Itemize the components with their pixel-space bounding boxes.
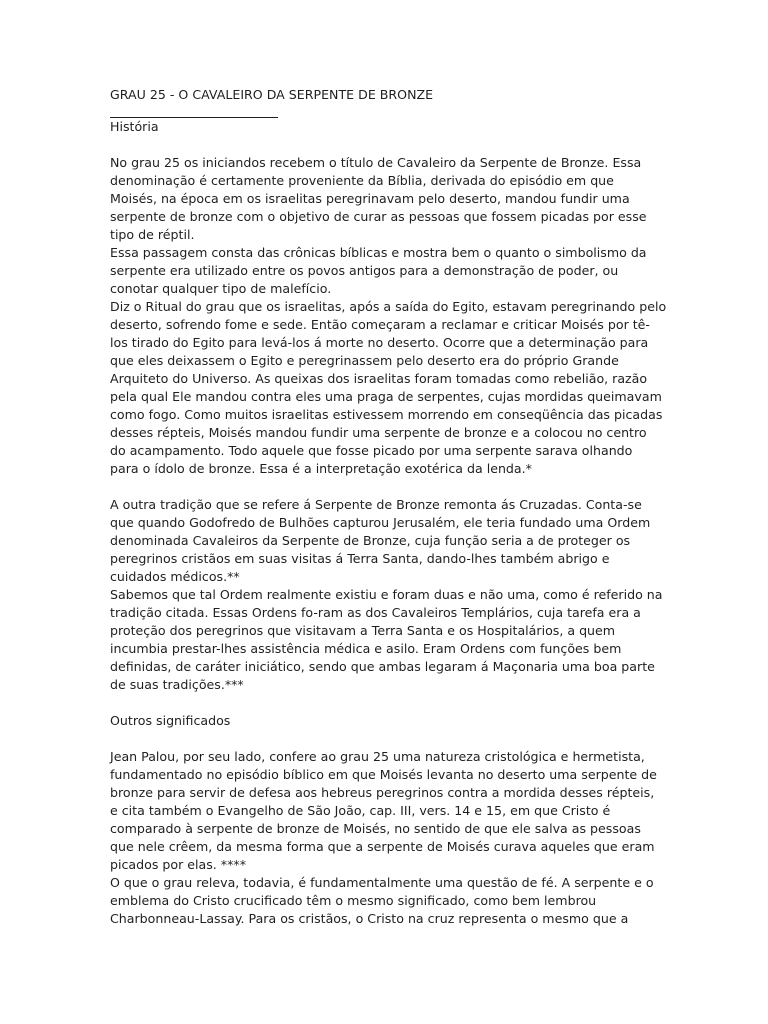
text-line: tradição citada. Essas Ordens fo-ram as dos Cavaleiros Templários, cuja tarefa era a [110,605,641,620]
document-title: GRAU 25 - O CAVALEIRO DA SERPENTE DE BRONZE [110,87,434,102]
text-line: comparado à serpente de bronze de Moisés, no sentido de que ele salva as pessoas [110,821,641,836]
document-page [110,86,667,928]
text-line: emblema do Cristo crucificado têm o mesmo significado, como bem lembrou [110,893,597,908]
text-line: como fogo. Como muitos israelitas estivessem morrendo em conseqüência das picadas [110,407,663,422]
paragraph-6 [110,748,655,874]
text-line: incumbia prestar-lhes assistência médica e asilo. Eram Ordens com funções bem [110,641,622,656]
text-line: bronze para servir de defesa aos hebreus peregrinos contra a mordida desses répteis, [110,785,655,800]
text-line: Moisés, na época em os israelitas peregrinavam pelo deserto, mandou fundir uma [110,191,630,206]
spacer [110,478,655,496]
text-line: Charbonneau-Lassay. Para os cristãos, o Cristo na cruz representa o mesmo que a [110,911,629,926]
text-line: pela qual Ele mandou contra eles uma praga de serpentes, cujas mordidas queimavam [110,389,662,404]
text-line: de suas tradições.*** [110,677,244,692]
paragraph-1 [110,154,655,244]
text-line: Diz o Ritual do grau que os israelitas, após a saída do Egito, estavam peregrinando pelo [110,299,667,314]
paragraph-5 [110,586,663,694]
text-line: serpente era utilizado entre os povos antigos para a demonstração de poder, ou [110,263,619,278]
text-line: serpente de bronze com o objetivo de curar as pessoas que fossem picadas por esse [110,209,647,224]
text-line: fundamentado no episódio bíblico em que Moisés levanta no deserto uma serpente de [110,767,657,782]
text-line: cuidados médicos.** [110,569,240,584]
paragraph-7 [110,874,655,928]
spacer [110,694,655,712]
section-heading-outros: Outros significados [110,713,231,728]
text-line: do acampamento. Todo aquele que fosse picado por uma serpente sarava olhando [110,443,633,458]
paragraph-3 [110,298,667,478]
text-line: No grau 25 os iniciandos recebem o título de Cavaleiro da Serpente de Bronze. Essa [110,155,642,170]
text-line: Sabemos que tal Ordem realmente existiu e foram duas e não uma, como é referido na [110,587,663,602]
text-line: proteção dos peregrinos que visitavam a Terra Santa e os Hospitalários, a quem [110,623,616,638]
text-line: A outra tradição que se refere á Serpente de Bronze remonta ás Cruzadas. Conta-se [110,497,642,512]
text-line: peregrinos cristãos em suas visitas á Terra Santa, dando-lhes também abrigo e [110,551,610,566]
text-line: e cita também o Evangelho de São João, cap. III, vers. 14 e 15, em que Cristo é [110,803,611,818]
text-line: que eles deixassem o Egito e peregrinassem pelo deserto era do próprio Grande [110,353,619,368]
text-line: denominada Cavaleiros da Serpente de Bronze, cuja função seria a de proteger os [110,533,631,548]
spacer [110,136,655,154]
text-line: deserto, sofrendo fome e sede. Então começaram a reclamar e criticar Moisés por tê- [110,317,650,332]
text-line: para o ídolo de bronze. Essa é a interpretação exotérica da lenda.* [110,461,532,476]
text-line: Arquiteto do Universo. As queixas dos israelitas foram tomadas como rebelião, razão [110,371,648,386]
text-line: tipo de réptil. [110,227,195,242]
text-line: O que o grau releva, todavia, é fundamentalmente uma questão de fé. A serpente e o [110,875,654,890]
text-line: picados por elas. **** [110,857,246,872]
text-line: conotar qualquer tipo de malefício. [110,281,332,296]
paragraph-2 [110,244,655,298]
text-line: denominação é certamente proveniente da Bíblia, derivada do episódio em que [110,173,614,188]
spacer [110,730,655,748]
paragraph-4 [110,496,655,586]
text-line: Jean Palou, por seu lado, confere ao grau 25 uma natureza cristológica e hermetista, [110,749,645,764]
section-heading-historia: História [110,119,159,134]
text-line: los tirado do Egito para levá-los á morte no deserto. Ocorre que a determinação para [110,335,649,350]
text-line: que quando Godofredo de Bulhões capturou Jerusalém, ele teria fundado uma Ordem [110,515,651,530]
text-line: que nele crêem, da mesma forma que a serpente de Moisés curava aqueles que eram [110,839,655,854]
text-line: desses répteis, Moisés mandou fundir uma serpente de bronze e a colocou no centro [110,425,647,440]
text-line: definidas, de caráter iniciático, sendo que ambas legaram á Maçonaria uma boa parte [110,659,655,674]
text-line: Essa passagem consta das crônicas bíblicas e mostra bem o quanto o simbolismo da [110,245,647,260]
